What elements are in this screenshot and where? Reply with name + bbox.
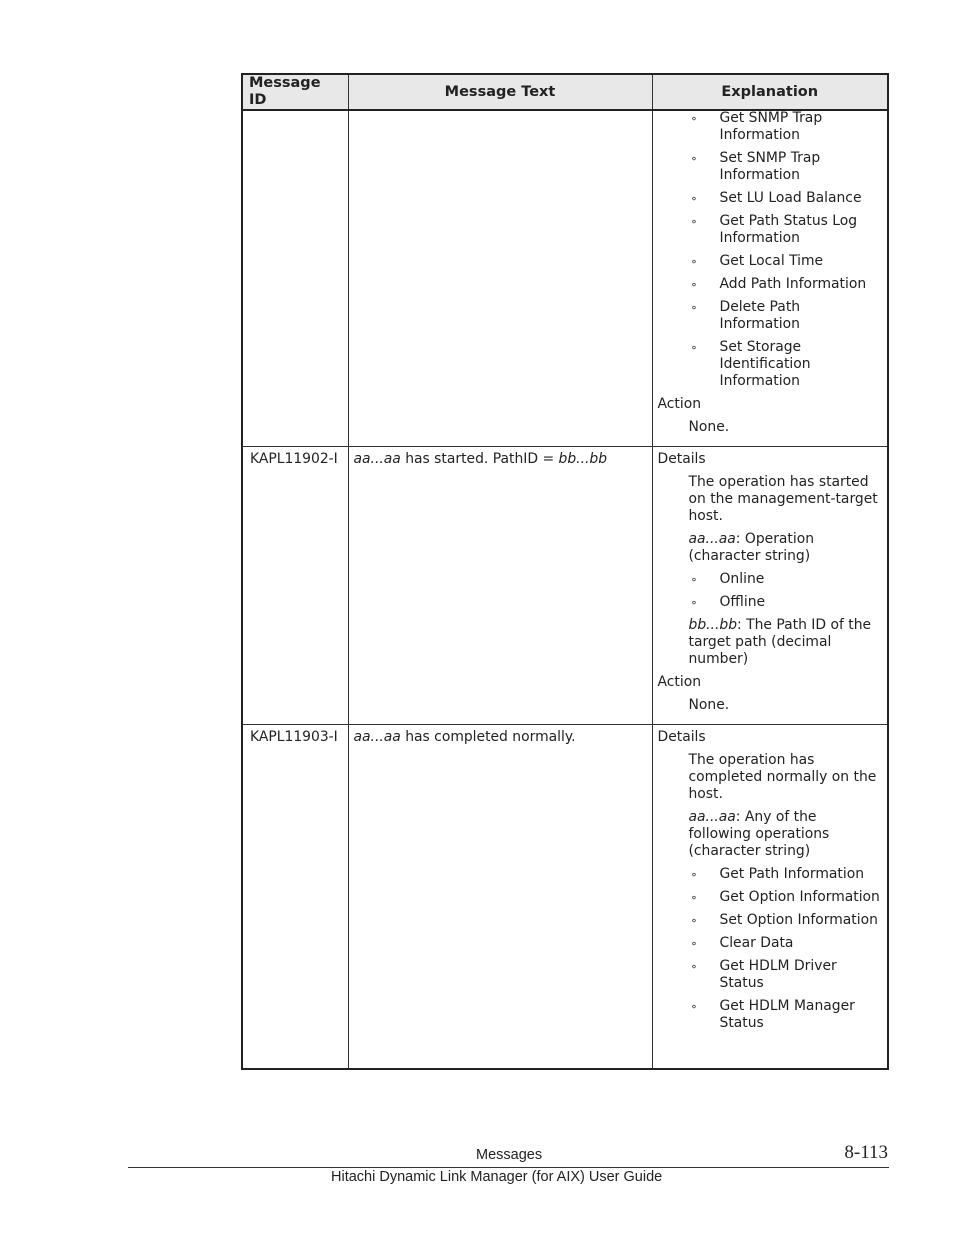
operation-list [658, 110, 882, 390]
operation-list [658, 866, 882, 1032]
list-item: ∘ Get Option Information [690, 889, 880, 905]
variable-description: aa...aa: Operation (character string) [688, 531, 815, 564]
list-item: ∘ Delete Path Information [690, 299, 801, 332]
list-item: ∘ Get Local Time [690, 253, 824, 269]
table-row [242, 725, 888, 1069]
operation-list [658, 571, 882, 611]
bullet-icon: ∘ [690, 341, 698, 354]
footer-divider [128, 1167, 889, 1168]
message-id-cell: KAPL11902-I [242, 447, 348, 725]
bullet-icon: ∘ [690, 255, 698, 268]
bullet-icon: ∘ [690, 573, 698, 586]
bullet-icon: ∘ [690, 937, 698, 950]
action-heading: Action [657, 674, 702, 690]
action-heading: Action [657, 396, 702, 412]
list-item: ∘ Get SNMP Trap Information [690, 110, 823, 143]
bullet-icon: ∘ [690, 960, 698, 973]
explanation-cell [652, 110, 888, 447]
list-item: ∘ Set Storage Identification Information [690, 339, 811, 389]
list-item: ∘ Set LU Load Balance [690, 190, 862, 206]
header-explanation: Explanation [652, 74, 888, 110]
explanation-cell [652, 725, 888, 1069]
list-item: ∘ Get HDLM Manager Status [690, 998, 855, 1031]
action-text: None. [688, 419, 730, 435]
bullet-icon: ∘ [690, 301, 698, 314]
bullet-icon: ∘ [690, 192, 698, 205]
footer-guide-title: Hitachi Dynamic Link Manager (for AIX) User Guide [331, 1169, 663, 1185]
bullet-icon: ∘ [690, 596, 698, 609]
details-text: The operation has completed normally on the host. [688, 752, 877, 802]
details-text: The operation has started on the management-target host. [688, 474, 878, 524]
list-item: ∘ Get Path Status Log Information [690, 213, 858, 246]
bullet-icon: ∘ [690, 1000, 698, 1013]
variable-aa: aa...aa [353, 729, 401, 745]
list-item: ∘ Add Path Information [690, 276, 867, 292]
list-item: ∘ Set SNMP Trap Information [690, 150, 821, 183]
bullet-icon: ∘ [690, 112, 698, 125]
variable-description: aa...aa: Any of the following operations (character string) [688, 809, 830, 859]
bullet-icon: ∘ [690, 215, 698, 228]
bullet-icon: ∘ [690, 891, 698, 904]
message-id-cell: KAPL11903-I [242, 725, 348, 1069]
bullet-icon: ∘ [690, 914, 698, 927]
list-item: ∘ Online [690, 571, 765, 587]
list-item: ∘ Get HDLM Driver Status [690, 958, 837, 991]
footer-section-title: Messages [476, 1147, 543, 1163]
list-item: ∘ Offline [690, 594, 766, 610]
table-row [242, 110, 888, 447]
header-message-id: Message ID [242, 74, 348, 110]
details-heading: Details [657, 451, 706, 467]
table-row [242, 447, 888, 725]
message-text-cell: aa...aa has started. PathID = bb...bb [348, 447, 652, 725]
message-text-cell: aa...aa has completed normally. [348, 725, 652, 1069]
explanation-cell [652, 447, 888, 725]
bullet-icon: ∘ [690, 868, 698, 881]
table-header-row [242, 74, 888, 110]
variable-aa: aa...aa [353, 451, 401, 467]
list-item: ∘ Get Path Information [690, 866, 865, 882]
list-item: ∘ Clear Data [690, 935, 794, 951]
bullet-icon: ∘ [690, 152, 698, 165]
details-heading: Details [657, 729, 706, 745]
header-message-text: Message Text [348, 74, 652, 110]
message-text-cell [348, 110, 652, 447]
list-item: ∘ Set Option Information [690, 912, 878, 928]
page-number: 8-113 [844, 1142, 888, 1163]
message-id-cell [242, 110, 348, 447]
variable-description: bb...bb: The Path ID of the target path (decimal number) [688, 617, 872, 667]
bullet-icon: ∘ [690, 278, 698, 291]
variable-bb: bb...bb [558, 451, 608, 467]
messages-table [241, 73, 889, 1070]
action-text: None. [688, 697, 730, 713]
